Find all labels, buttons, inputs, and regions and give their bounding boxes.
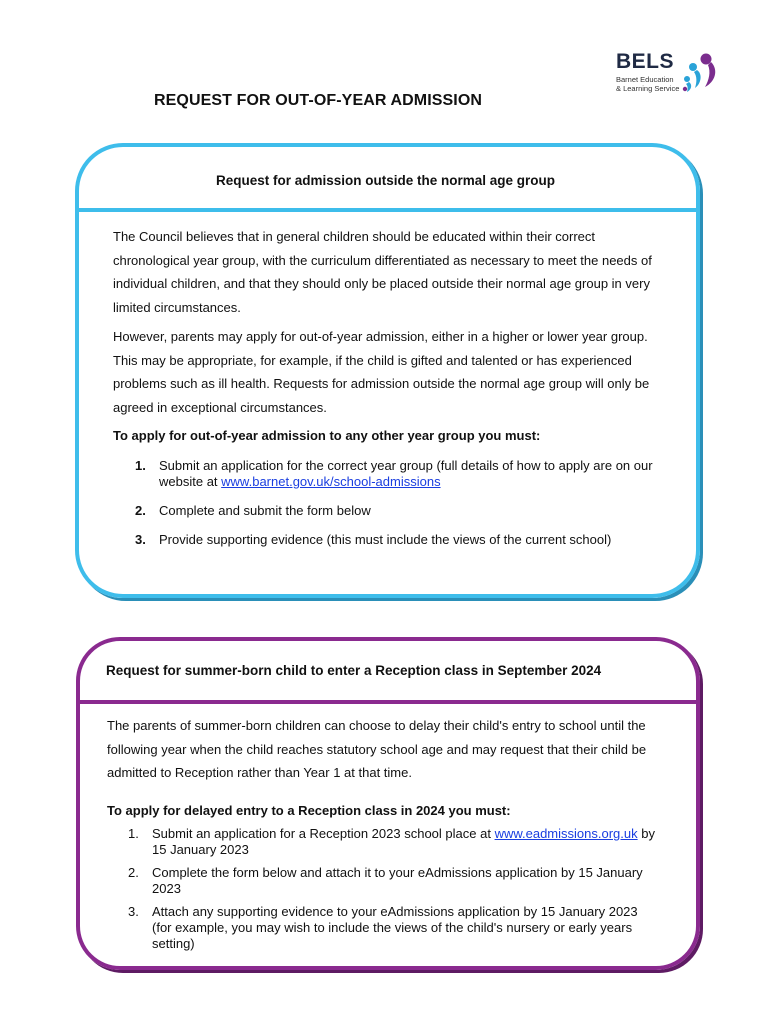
list-item xyxy=(135,532,675,548)
step-number: 2. xyxy=(128,865,139,880)
eadmissions-link[interactable]: www.eadmissions.org.uk xyxy=(494,826,638,841)
list-item xyxy=(128,904,658,952)
step-text: Complete and submit the form below xyxy=(159,503,371,518)
step-number: 1. xyxy=(128,826,139,841)
summer-born-paragraph: The parents of summer-born children can choose to delay their child's entry to school until the following year when the child reaches statutory school age and may request that their child be admitted to Reception rather than Year 1 at that time. xyxy=(107,718,647,780)
parents-may-apply-paragraph: However, parents may apply for out-of-year admission, either in a higher or lower year group. This may be appropriate, for example, if the child is gifted and talented or has experienced problems such as ill health. Requests for admission outside the normal age group will only be agreed in exceptional circumstances. xyxy=(113,329,650,415)
step-number: 1. xyxy=(135,458,146,473)
list-item xyxy=(135,458,675,490)
out-of-year-steps xyxy=(135,458,675,561)
step-text-main: Submit an application for the correct year group (full details of how to apply are on our website at xyxy=(159,458,653,489)
out-of-year-divider xyxy=(75,208,700,212)
logo-subtitle-line1: Barnet Education xyxy=(616,75,674,84)
logo-subtitle-line2: & Learning Service xyxy=(616,84,680,93)
step-text: Attach any supporting evidence to your eAdmissions application by 15 January 2023 (for example, you may wish to include the views of the child's nursery or early years setting) xyxy=(152,904,638,951)
step-number: 2. xyxy=(135,503,146,518)
step-text xyxy=(159,458,675,490)
step-number: 3. xyxy=(128,904,139,919)
out-of-year-instruction: To apply for out-of-year admission to any other year group you must: xyxy=(113,428,541,443)
logo-title: BELS xyxy=(616,50,675,73)
page-title: REQUEST FOR OUT-OF-YEAR ADMISSION xyxy=(154,92,483,109)
step-text-after: by 15 January 2023 xyxy=(152,826,655,857)
step-text: Complete the form below and attach it to your eAdmissions application by 15 January 2023 xyxy=(152,865,643,896)
step-text xyxy=(152,826,658,858)
step-number: 3. xyxy=(135,532,146,547)
barnet-admissions-link[interactable]: www.barnet.gov.uk/school-admissions xyxy=(221,474,441,489)
list-item xyxy=(128,865,658,897)
out-of-year-heading: Request for admission outside the normal age group xyxy=(216,173,556,188)
council-belief-paragraph: The Council believes that in general children should be educated within their correct chronological year group, with the curriculum differentiated as necessary to meet the needs of individual children, and that they should only be placed outside their normal age group in very limited circumstances. xyxy=(113,229,652,315)
list-item xyxy=(135,503,675,519)
delayed-entry-instruction: To apply for delayed entry to a Reception class in 2024 you must: xyxy=(107,803,511,818)
bels-logo xyxy=(612,50,722,96)
people-logo-icon xyxy=(675,52,719,92)
step-text: Provide supporting evidence (this must include the views of the current school) xyxy=(159,532,612,547)
list-item xyxy=(128,826,658,858)
summer-born-divider xyxy=(76,700,700,704)
delayed-entry-steps xyxy=(128,826,658,959)
summer-born-heading: Request for summer-born child to enter a Reception class in September 2024 xyxy=(106,663,602,678)
step-text-main: Submit an application for a Reception 2023 school place at xyxy=(152,826,495,841)
